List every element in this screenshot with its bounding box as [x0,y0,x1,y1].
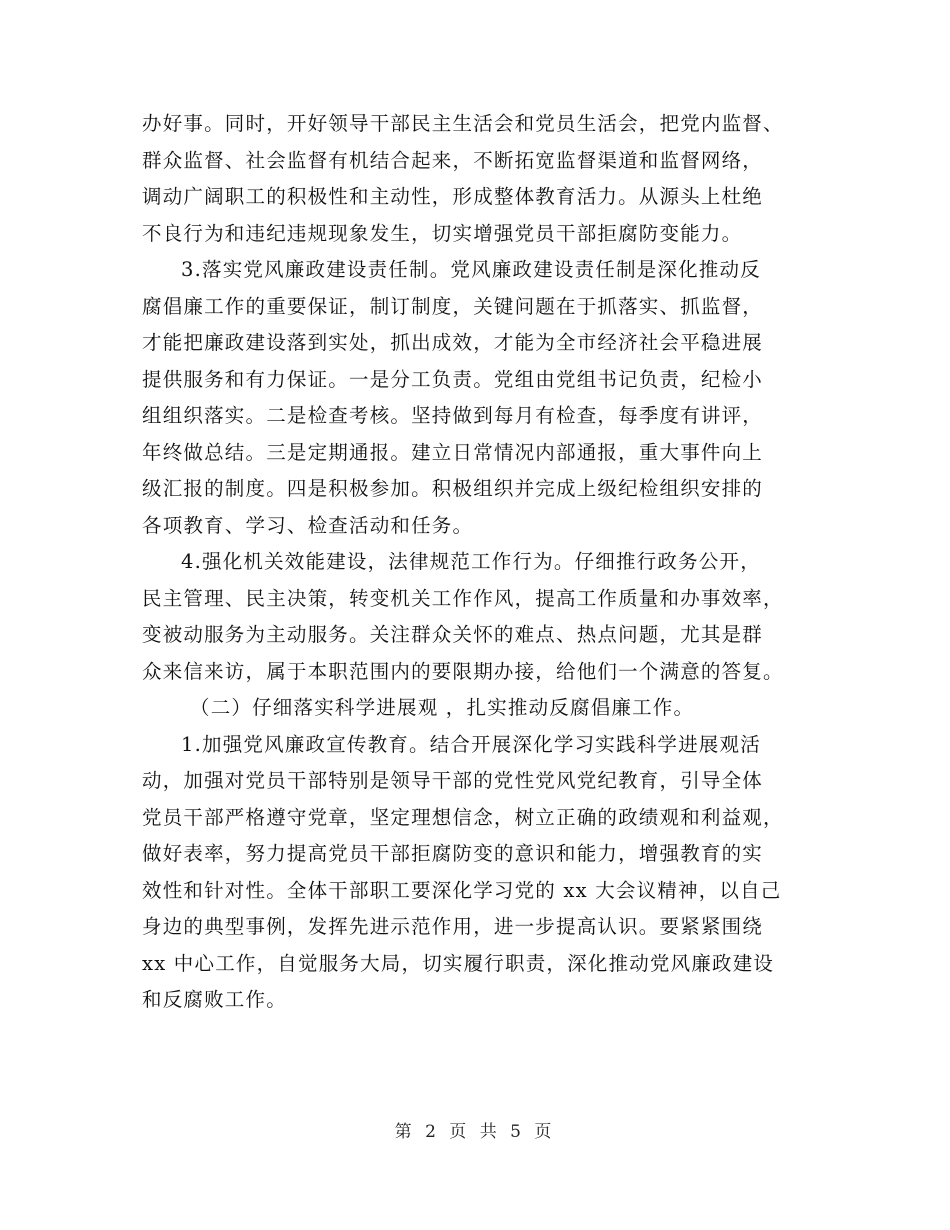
text-line: 党员干部严格遵守党章，坚定理想信念，树立正确的政绩观和利益观， [142,805,784,829]
text-line: 身边的典型事例，发挥先进示范作用，进一步提高认识。要紧紧围绕 [142,915,764,938]
text-line: 众来信来访，属于本职范围内的要限期办接，给他们一个满意的答复。 [142,659,784,683]
text-line: 效性和针对性。全体干部职工要深化学习党的 xx 大会议精神，以自己 [142,878,782,902]
paragraph-heading-4: 4.强化机关效能建设，法律规范工作行为。仔细推行政务公开， [181,550,761,573]
text-line: 调动广阔职工的积极性和主动性，形成整体教育活力。从源头上杜绝 [142,185,764,208]
text-line: xx 中心工作，自觉服务大局，切实履行职责，深化推动党风廉政建设 [142,951,775,975]
text-line: 群众监督、社会监督有机结合起来，不断拓宽监督渠道和监督网络， [142,148,764,172]
text-line: 办好事。同时，开好领导干部民主生活会和党员生活会，把党内监督、 [142,112,784,135]
text-line: 级汇报的制度。四是积极参加。积极组织并完成上级纪检组织安排的 [142,477,764,500]
paragraph-heading-3: 3.落实党风廉政建设责任制。党风廉政建设责任制是深化推动反 [181,258,761,281]
document-body [142,106,822,1019]
section-heading-2: （二）仔细落实科学进展观 ，扎实推动反腐倡廉工作。 [190,696,695,719]
text-line: 和反腐败工作。 [142,988,287,1011]
text-line: 变被动服务为主动服务。关注群众关怀的难点、热点问题，尤其是群 [142,623,764,646]
text-line: 民主管理、民主决策，转变机关工作作风，提高工作质量和办事效率， [142,586,784,610]
text-line: 各项教育、学习、检查活动和任务。 [142,513,474,537]
text-line: 不良行为和违纪违规现象发生，切实增强党员干部拒腐防变能力。 [142,221,743,245]
text-line: 腐倡廉工作的重要保证，制订制度，关键问题在于抓落实、抓监督， [142,294,764,318]
text-line: 组组织落实。二是检查考核。坚持做到每月有检查，每季度有讲评， [142,404,764,427]
paragraph-heading-1: 1.加强党风廉政宣传教育。结合开展深化学习实践科学进展观活 [181,732,761,756]
text-line: 年终做总结。三是定期通报。建立日常情况内部通报，重大事件向上 [142,440,764,464]
text-line: 才能把廉政建设落到实处，抓出成效，才能为全市经济社会平稳进展 [142,331,764,354]
text-line: 提供服务和有力保证。一是分工负责。党组由党组书记负责，纪检小 [142,367,764,391]
text-line: 动，加强对党员干部特别是领导干部的党性党风党纪教育，引导全体 [142,769,764,792]
page-number-footer: 第 2 页 共 5 页 [394,1122,556,1142]
text-line: 做好表率，努力提高党员干部拒腐防变的意识和能力，增强教育的实 [142,842,764,865]
